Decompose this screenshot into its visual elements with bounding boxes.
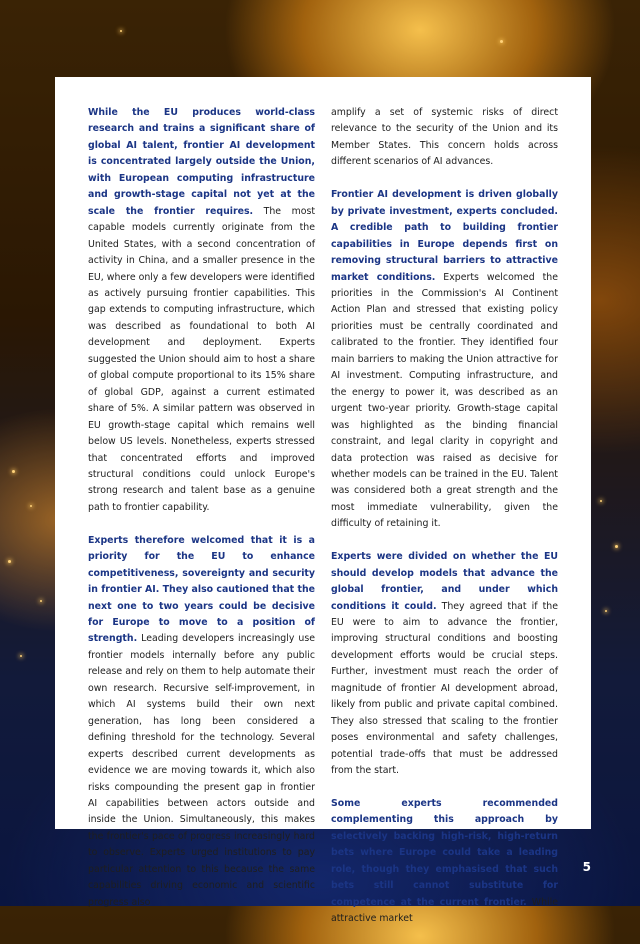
paragraph-lead: Frontier AI development is driven globally by private investment, experts concluded. A credible path to building frontier capabilities in Europe depends first on removing structural barriers to attractive market conditions.: [331, 189, 558, 283]
background-spark: [615, 545, 618, 548]
right-column: [331, 105, 558, 944]
background-spark: [30, 505, 32, 507]
paragraph-body: Experts welcomed the priorities in the Commission's AI Continent Action Plan and stressed that existing policy priorities must be centrally coordinated and calibrated to the frontier. They identified four main barriers to making the Union attractive for AI investment. Computing infrastructure, and the energy to power it, was described as an urgent two-year priority. Growth-stage capital was highlighted as the binding financial constraint, and legal clarity in copyright and data protection was raised as decisive for whether models can be trained in the EU. Talent was considered both a great strength and the most immediate vulnerability, given the difficulty of retaining it.: [331, 271, 558, 530]
background-spark: [605, 610, 607, 612]
paragraph: [331, 549, 558, 779]
paragraph-lead: Experts were divided on whether the EU should develop models that advance the global frontier, and under which conditions it could.: [331, 551, 558, 612]
paragraph-body: amplify a set of systemic risks of direct relevance to the security of the Union and its Member States. This concern holds across different scenarios of AI advances.: [331, 107, 558, 168]
content-panel: [55, 77, 591, 925]
background-spark: [500, 40, 503, 43]
background-spark: [120, 30, 122, 32]
background-spark: [600, 500, 602, 502]
left-column: [88, 105, 315, 928]
page-number: 5: [582, 860, 591, 874]
paragraph: [88, 533, 315, 911]
background-spark: [8, 560, 11, 563]
paragraph-body: They agreed that if the EU were to aim to advance the frontier, improving structural conditions and boosting development efforts would be crucial steps. Further, investment must reach the order of magnitude of frontier AI development abroad, likely from public and private capital combined. They also stressed that scaling to the frontier poses environmental and safety challenges, potential trade-offs that must be addressed from the start.: [331, 600, 559, 777]
paragraph: [331, 796, 558, 928]
paragraph: [331, 187, 558, 533]
paragraph-lead: While the EU produces world-class research and trains a significant share of global AI talent, frontier AI development is concentrated largely outside the Union, with European computing infrastructure and growth-stage capital not yet at the scale the frontier requires.: [88, 107, 315, 217]
paragraph-lead: Experts therefore welcomed that it is a priority for the EU to enhance competitiveness, sovereignty and security in frontier AI. They also cautioned that the next one to two years could be decisive for Europe to move to a position of strength.: [88, 534, 315, 645]
paragraph-body: Leading developers increasingly use frontier models internally before any public release and rely on them to help automate their own research. Recursive self-improvement, in which AI systems build their own next generation, has long been considered a defining threshold for the technology. Several experts described current developments as evidence we are moving towards it, which also risks compounding the present gap in frontier AI capabilities between actors outside and inside the Union. Simultaneously, this makes the frontier's pace of progress increasingly hard to observe. Experts urged institutions to pay particular attention to this because the same capabilities driving economic and scientific progress also: [88, 633, 315, 908]
background-spark: [12, 470, 15, 473]
paragraph-lead: Some experts recommended complementing this approach by selectively backing high-risk, high-return bets where Europe could take a leading role, though they emphasised that such bets still cannot substitute for competence at the current frontier.: [331, 797, 558, 908]
paragraph: [331, 105, 558, 171]
background-spark: [40, 600, 42, 602]
background-spark: [20, 655, 22, 657]
paragraph-body: The most capable models currently originate from the United States, with a second concentration of activity in China, and a smaller presence in the EU, where only a few developers were identified as actively pursuing frontier capabilities. This gap extends to computing infrastructure, which was described as foundational to both AI development and deployment. Experts suggested the Union should aim to host a share of global compute proportional to its 15% share of global GDP, against a current estimated share of 5%. A similar pattern was observed in EU growth-stage capital which remains well below US levels. Nonetheless, experts stressed that concentrated efforts and improved structural conditions could unlock Europe's strong research and talent base as a genuine path to frontier capability.: [88, 205, 315, 513]
paragraph-body: While attractive market: [331, 896, 558, 925]
paragraph: [88, 105, 315, 516]
